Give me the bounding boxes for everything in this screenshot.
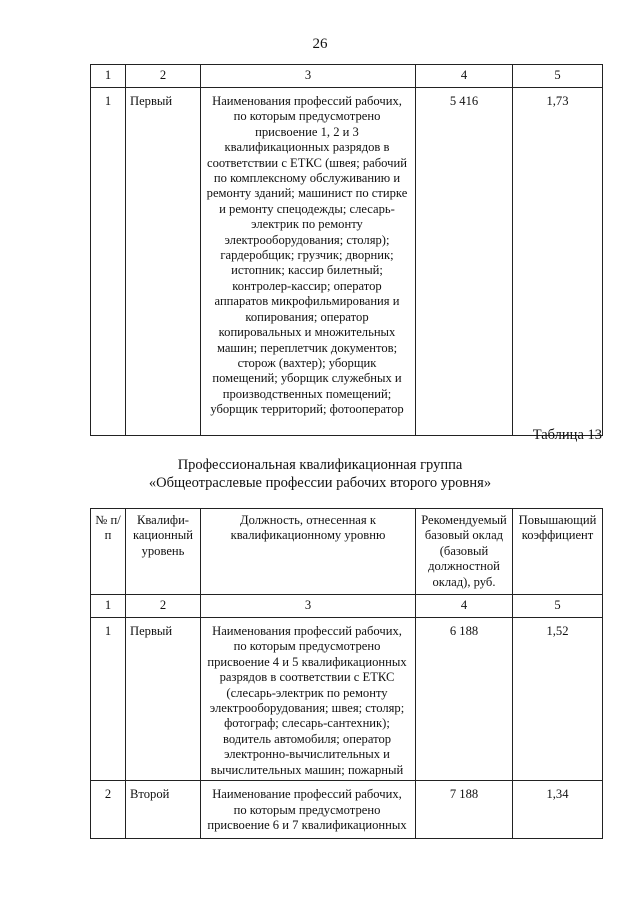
column-number-2: 2 (126, 595, 201, 618)
group-title (0, 456, 640, 492)
column-number-row (91, 65, 603, 88)
table-13 (90, 508, 603, 839)
base-salary: 7 188 (416, 781, 513, 839)
group-title-line-2: «Общеотраслевые профессии рабочих второго уровня» (148, 475, 492, 491)
column-number-5: 5 (513, 65, 603, 88)
column-number-4: 4 (416, 65, 513, 88)
table-row (91, 88, 603, 436)
column-number-row (91, 595, 603, 618)
raise-coefficient: 1,52 (513, 618, 603, 781)
table-continuation (90, 64, 603, 436)
qualification-level: Первый (126, 618, 201, 781)
column-number-5: 5 (513, 595, 603, 618)
column-number-4: 4 (416, 595, 513, 618)
row-number: 1 (91, 88, 126, 436)
table-row (91, 781, 603, 839)
table-row (91, 618, 603, 781)
group-title-line-1: Профессиональная квалификационная группа (177, 457, 463, 473)
qualification-level: Первый (126, 88, 201, 436)
column-number-3: 3 (201, 65, 416, 88)
profession-description: Наименования профессий рабочих, по которым предусмотрено присвоение 1, 2 и 3 квалификационных разрядов в соответствии с ЕТКС (швея; рабочий по комплексному обслуживанию и ремонту зданий; машинист по стирке и ремонту спецодежды; слесарь-электрик по ремонту электрооборудования; столяр); гардеробщик; грузчик; дворник; истопник; кассир билетный; контролер-кассир; оператор аппаратов микрофильмирования и копирования; оператор копировальных и множительных машин; переплетчик документов; сторож (вахтер); уборщик помещений; уборщик служебных и производственных помещений; уборщик территорий; фотооператор (201, 88, 416, 436)
column-number-3: 3 (201, 595, 416, 618)
header-salary: Рекомендуемый базовый оклад (базовый должностной оклад), руб. (416, 509, 513, 595)
header-number: № п/п (91, 509, 126, 595)
qualification-level: Второй (126, 781, 201, 839)
base-salary: 6 188 (416, 618, 513, 781)
profession-description: Наименование профессий рабочих, по которым предусмотрено присвоение 6 и 7 квалификационных (201, 781, 416, 839)
header-coefficient: Повышающий коэффициент (513, 509, 603, 595)
header-level: Квалифи-кационный уровень (126, 509, 201, 595)
row-number: 2 (91, 781, 126, 839)
raise-coefficient: 1,73 (513, 88, 603, 436)
page-number: 26 (312, 36, 328, 52)
raise-coefficient: 1,34 (513, 781, 603, 839)
base-salary: 5 416 (416, 88, 513, 436)
profession-description: Наименования профессий рабочих, по которым предусмотрено присвоение 4 и 5 квалификационных разрядов в соответствии с ЕТКС (слесарь-электрик по ремонту электрооборудования; швея; столяр; фотограф; слесарь-сантехник); водитель автомобиля; оператор электронно-вычислительных и вычислительных машин; пожарный (201, 618, 416, 781)
header-position: Должность, отнесенная к квалификационному уровню (201, 509, 416, 595)
table-label: Таблица 13 (532, 427, 602, 443)
row-number: 1 (91, 618, 126, 781)
column-number-2: 2 (126, 65, 201, 88)
header-row (91, 509, 603, 595)
column-number-1: 1 (91, 65, 126, 88)
column-number-1: 1 (91, 595, 126, 618)
